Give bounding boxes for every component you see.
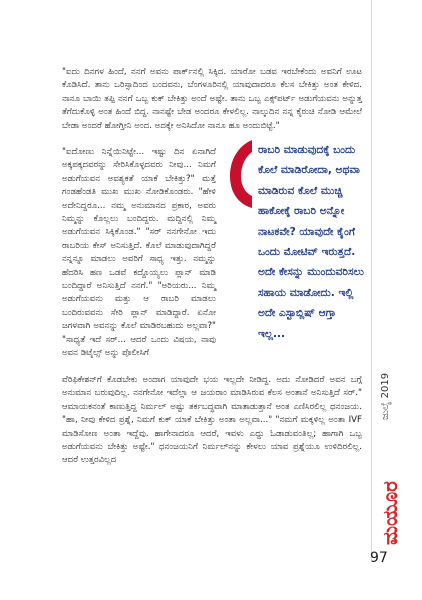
page-number: 97 [370, 550, 388, 566]
issue-date: ಜುಲೈ 2019 [380, 372, 391, 420]
magazine-brand: ಮಯೂರ [378, 481, 402, 545]
pull-quote: ರಾಬರಿ ಮಾಡುವುದಕ್ಕೆ ಬಂದು ಕೊಲೆ ಮಾಡಿರೋದಾ, ಅಥವಾ ಮಾಡಿರುವ ಕೊಲೆ ಮುಚ್ಚಿ ಹಾಕೋಕ್ಕೆ ರಾಬರಿ ಅನ್ನೋ ನಾಟಕವೇ? ಯಾವುದೇ ಕೈಂಗೆ ಒಂದು ಮೋಟಿವ್ ಇರುತ್ತದೆ. ಅದೇ ಕೇಸನ್ನು ಮುಂದುವರಿಸಲು ಸಹಾಯ ಮಾಡೋದು. ಇಲ್ಲಿ ಅದೇ ಎಸ್ಟಾಬ್ಲಿಷ್ ಆಗ್ತಾ ಇಲ್ಲ... [258, 144, 364, 340]
article-paragraph-bottom: ವೆರಿಫಿಕೇಶನ್‌ಗೆ ಕೊಡಬೇಕು ಅಂದಾಗ ಯಾವುದೇ ಭಯ ಇಲ್ಲದೇ ನೀಡಿದ್ದ. ಅದು ನೋಡಿದರೆ ಅವನ ಬಗ್ಗೆ ಅನುಮಾನ ಬರುವುದಿಲ್ಲ. ನನಗೇನೋ ಇದೆಲ್ಲಾ ಆ ಜಯರಾಂ ಮಾಡಿಸಿರುವ ಕೆಲಸ ಅಂತಾನೆ ಅನಿಸುತ್ತಿದೆ ಸರ್." ಆಮಾಯಕನಂತೆ ಕಾಣುತ್ತಿದ್ದ ನಿರ್ಮಲ್ ಅಷ್ಟು ತರ್ಕಬದ್ಧವಾಗಿ ಮಾತಾಡುತ್ತಾನೆ ಅಂತ ಎಣಿಸಿರಲಿಲ್ಲ ಧನಂಜಯ. "ಹಾ, ನೀವು ಕೇಳಿದ ಪ್ರಶ್ನೆ, ನಿಮಗೆ ಕುಕ್ ಯಾಕೆ ಬೇಕಿತ್ತು ಅಂತಾ ಅಲ್ಲವಾ..." "ನಮಗೆ ಮಕ್ಕಳಿಲ್ಲ ಅಂತಾ IVF ಮಾಡಿಸೋಣ ಅಂತಾ ಇದ್ದೆವು. ಹಾಗೇನಾದರೂ ಆದರೆ, ಇವಳು ಎದ್ದು ಓಡಾಡುವಂತಿಲ್ಲ; ಹಾಗಾಗಿ ಒಬ್ಬ ಅಡುಗೆಯವನು ಬೇಕಿತ್ತು ಅಷ್ಟೇ." ಧನಂಜಯನಿಗೆ ನಿರ್ಮಲ್‌ನನ್ನು ಕೇಳಲು ಯಾವ ಪ್ರಶ್ನೆಯೂ ಉಳಿದಿರಲಿಲ್ಲ. ಆದರೆ ಉತ್ತರವಿಲ್ಲದ [62, 375, 362, 466]
pull-quote-mark-icon [228, 138, 256, 210]
sidebar-divider [371, 0, 372, 560]
article-paragraph-top: "ಐದು ದಿನಗಳ ಹಿಂದೆ, ನನಗೆ ಅವನು ಪಾರ್ಕ್‌ನಲ್ಲಿ ಸಿಕ್ಕಿದ. ಯಾರೋ ಬಡವ ಇರಬೇಕೆಂದು ಅವನಿಗೆ ಊಟ ಕೊಡಿಸಿದೆ. ತಾನು ಒರಿಸ್ಸಾದಿಂದ ಬಂದವನು, ಬೆಂಗಳೂರಿನಲ್ಲಿ ಯಾವುದಾದರೂ ಕೆಲಸ ಬೇಕಿತ್ತು ಅಂತ ಕೇಳಿದ. ನಾನೂ ಬಾಯಿ ತಪ್ಪಿ ನನಗೆ ಒಬ್ಬ ಕುಕ್ ಬೇಕಿತ್ತು ಅಂದೆ ಅಷ್ಟೇ. ತಾನು ಒಬ್ಬ ಎಕ್ಸ್‌ಪರ್ಟ್ ಅಡುಗೆಯವನು ಅನ್ನುತ್ತ ತೆಗೆದುಕೊಳ್ಳಿ ಅಂತ ಹಿಂದೆ ಬಿದ್ದ. ನಾನಷ್ಟೇ ಬೇಡ ಅಂದರೂ ಕೇಳಲಿಲ್ಲ. ನಾಲ್ಕುದಿನ ನನ್ನ ಕೈರುಚಿ ನೋಡಿ ಆಮೇಲೆ ಬೇಡಾ ಅಂದರೆ ಹೋಗ್ತೀನಿ ಅಂದ. ಅದಕ್ಕೇ ಅನಿಸಿದೋ ನಾನೂ ಹೂ ಅಂದುಬಿಟ್ಟೆ." [62, 67, 362, 131]
article-paragraph-left-column: "ಐದೋಣು ನಿನ್ನೆಯಿನಿಟ್ಟೇ... ಇಷ್ಟು ದಿನ ಏನಾಗಿದೆ ಅಕ್ಕಪಕ್ಕದವರನ್ನು ಸೇರಿಸಿಕೊಳ್ಳದವರು ನೀವು... ನಿಮಗೆ ಅಡುಗೆಯವನ ಅವಶ್ಯಕತೆ ಯಾಕೆ ಬೇಕಿತ್ತು?" ಮತ್ತೆ ಗಂಡಹೆಂಡತಿ ಮುಖ ಮುಖ ನೋಡಿಕೊಂಡರು. "ಹೇಳಿ ಅದೇನಿದ್ದರೂ... ನಮ್ಮ ಅನುಮಾನದ ಪ್ರಕಾರ, ಅವರು ನಿಮ್ಮನ್ನು ಕೊಲ್ಲಲು ಬಂದಿದ್ದರು. ಮದ್ದಿನಲ್ಲಿ ನಿಮ್ಮ ಅಡುಗೆಯವನ ಸಿಕ್ಕಿಕೊಂಡ." "ಸರ್ ನನಗೇನೋ ಇದು ರಾಬರಿಯ ಕೇಸ್ ಅನಿಸುತ್ತಿದೆ. ಕೊಲೆ ಮಾಡುವುದಾಗಿದ್ದರೆ ನನ್ನನ್ನೂ ಮಾಡಲು ಅವರಿಗೆ ಸಾಧ್ಯ ಇತ್ತು. ನಮ್ಮನ್ನು ಹೆದರಿಸಿ ಹಣ ಒಡವೆ ಕದ್ದೊಯ್ಯಲು ಪ್ಲಾನ್ ಮಾಡಿ ಬಂದಿದ್ದಾರೆ ಅನಿಸುತ್ತಿದೆ ನನಗೆ." "ಅರಿಯರು... ನಿಮ್ಮ ಅಡುಗೆಯವನು ಮತ್ತು ಆ ರಾಬರಿ ಮಾಡಲು ಬಂದಿರುವವನು ಸೇರಿ ಪ್ಲಾನ್ ಮಾಡಿದ್ದಾರೆ. ಏನೋ ಜಗಳವಾಗಿ ಅವನನ್ನು ಕೊಲೆ ಮಾಡಿರಬಹುದು ಅಲ್ಲವಾ?" "ಸಾಧ್ಯತೆ ಇದೆ ಸರ್... ಆದರೆ ಒಂದು ವಿಷಯ, ನಾವು ಅವನ ಡಿಟೈಲ್ಸ್ ಅನ್ನು ಪೊಲೀಸಿಗೆ [62, 147, 216, 359]
